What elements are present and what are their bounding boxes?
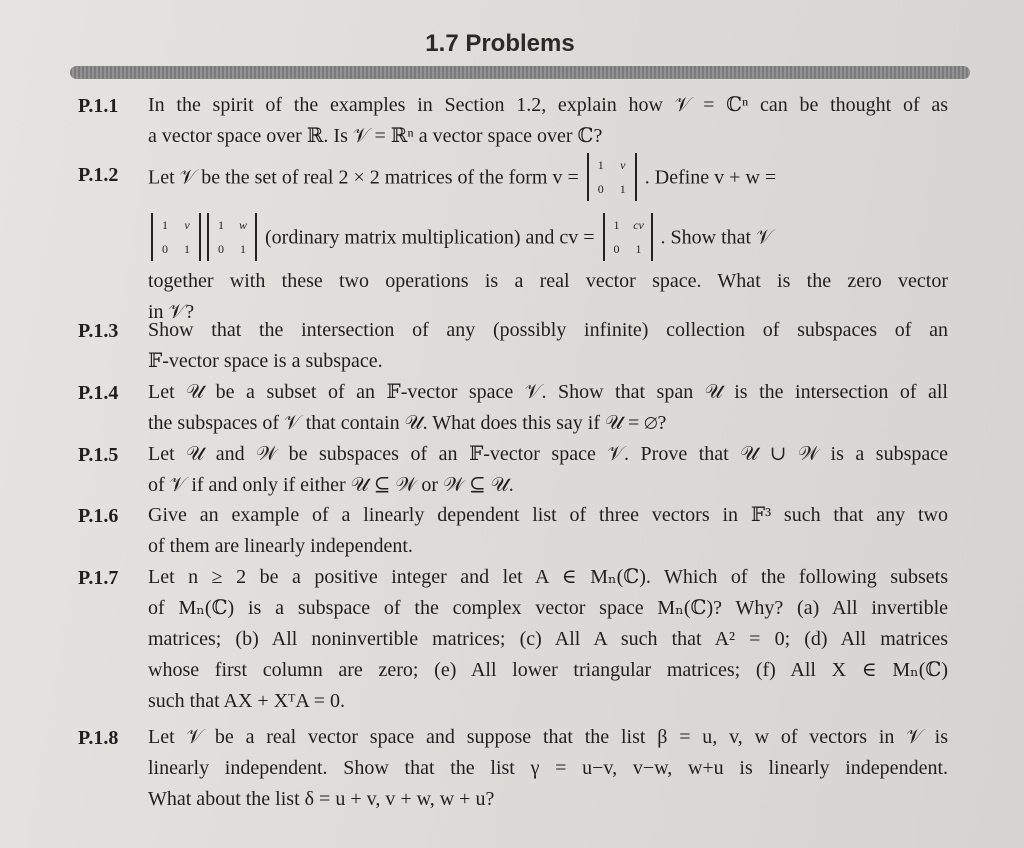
matrix-entry: 0 xyxy=(162,242,168,257)
problem-line: the subspaces of 𝒱 that contain 𝒰. What does this say if 𝒰 = ∅? xyxy=(148,412,667,434)
matrix-entry: 0 xyxy=(597,182,604,197)
problem-line-text: . Show that 𝒱 xyxy=(660,226,773,249)
problem-text xyxy=(148,377,948,439)
matrix-entry: cv xyxy=(633,218,644,233)
problem-line: Let 𝒰 be a subset of an 𝔽-vector space 𝒱. Show that span 𝒰 is the intersection of all xyxy=(148,381,948,403)
section-title: 1.7 Problems xyxy=(425,30,575,57)
problem-number: P.1.2 xyxy=(78,164,119,186)
problem-text xyxy=(148,315,948,377)
matrix-entry: 0 xyxy=(218,242,224,257)
problem-text xyxy=(148,90,948,152)
problem-number: P.1.3 xyxy=(78,320,119,342)
matrix-entry: w xyxy=(238,218,247,233)
matrix-entry: 1 xyxy=(635,242,642,257)
problem-number: P.1.1 xyxy=(78,95,119,117)
matrix-entry: v xyxy=(620,158,626,173)
problem-text xyxy=(148,722,948,815)
matrix-entry: 1 xyxy=(218,218,224,233)
problem-number: P.1.8 xyxy=(78,727,119,749)
problem-line: Let 𝒰 and 𝒲 be subspaces of an 𝔽-vector space 𝒱. Prove that 𝒰 ∪ 𝒲 is a subspace xyxy=(148,443,948,465)
problem-line: of 𝒱 if and only if either 𝒰 ⊆ 𝒲 or 𝒲 ⊆ 𝒰. xyxy=(148,474,514,496)
problem-line: in 𝒱? xyxy=(148,301,195,323)
matrix-v xyxy=(151,213,201,261)
problem-line xyxy=(148,146,948,206)
problem-line: In the spirit of the examples in Section 1.2, explain how 𝒱 = ℂⁿ can be thought of as xyxy=(148,94,948,116)
problem-line: What about the list δ = u + v, v + w, w + u? xyxy=(148,788,495,810)
section-rule xyxy=(70,66,970,79)
problem-line: Let n ≥ 2 be a positive integer and let A ∈ Mₙ(ℂ). Which of the following subsets xyxy=(148,566,948,588)
problem-number: P.1.5 xyxy=(78,444,119,466)
problem-line: such that AX + XᵀA = 0. xyxy=(148,690,346,712)
problem-text xyxy=(148,146,948,328)
matrix-w xyxy=(207,213,257,261)
matrix-entry: 1 xyxy=(240,242,246,257)
matrix-cv xyxy=(603,213,653,261)
problem-line-text: (ordinary matrix multiplication) and cv = xyxy=(265,226,595,249)
problem-number: P.1.6 xyxy=(78,505,119,527)
problem-text xyxy=(148,500,948,562)
matrix-entry: 1 xyxy=(184,242,190,257)
problem-line: a vector space over ℝ. Is 𝒱 = ℝⁿ a vector space over ℂ? xyxy=(148,125,603,147)
problem-line xyxy=(148,206,948,266)
matrix-entry: 0 xyxy=(613,242,620,257)
matrix-entry: 1 xyxy=(619,182,626,197)
problem-line-text: Let 𝒱 be the set of real 2 × 2 matrices of the form v = xyxy=(148,166,579,189)
matrix-entry: 1 xyxy=(613,218,620,233)
matrix-entry: v xyxy=(184,218,190,233)
problem-line: Show that the intersection of any (possibly infinite) collection of subspaces of an xyxy=(148,319,948,341)
problem-text xyxy=(148,562,948,717)
matrix-entry: 1 xyxy=(162,218,168,233)
problem-line: together with these two operations is a real vector space. What is the zero vector xyxy=(148,270,948,292)
problem-line: 𝔽-vector space is a subspace. xyxy=(148,350,383,372)
matrix-entry: 1 xyxy=(597,158,604,173)
matrix-v xyxy=(587,153,637,201)
problem-line: of Mₙ(ℂ) is a subspace of the complex vector space Mₙ(ℂ)? Why? (a) All invertible xyxy=(148,597,948,619)
problem-line: linearly independent. Show that the list γ = u−v, v−w, w+u is linearly independent. xyxy=(148,757,948,779)
problem-line: Let 𝒱 be a real vector space and suppose that the list β = u, v, w of vectors in 𝒱 is xyxy=(148,726,948,748)
problem-line: matrices; (b) All noninvertible matrices; (c) All A such that A² = 0; (d) All matrices xyxy=(148,628,948,650)
problem-line: of them are linearly independent. xyxy=(148,535,413,557)
problem-line: Give an example of a linearly dependent list of three vectors in 𝔽³ such that any two xyxy=(148,504,948,526)
problem-line-text: . Define v + w = xyxy=(644,166,777,189)
problem-number: P.1.7 xyxy=(78,567,119,589)
problem-text xyxy=(148,439,948,501)
problem-number: P.1.4 xyxy=(78,382,119,404)
problem-line: whose first column are zero; (e) All lower triangular matrices; (f) All X ∈ Mₙ(ℂ) xyxy=(148,659,948,681)
